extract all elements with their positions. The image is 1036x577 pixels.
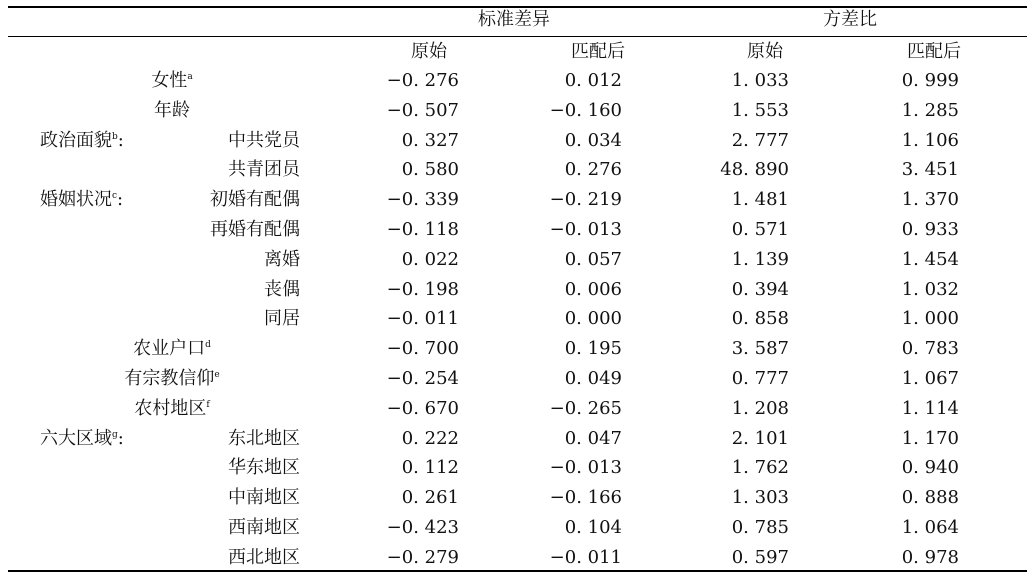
cell-matched-var: 1. 454 bbox=[901, 248, 959, 270]
cell-original-var: 0. 777 bbox=[731, 368, 789, 389]
row-label: 西南地区 bbox=[228, 517, 300, 538]
row-label: 初婚有配偶 bbox=[210, 189, 300, 211]
cell-matched-var: 1. 064 bbox=[901, 517, 959, 538]
footnote-marker: f bbox=[206, 399, 210, 410]
cell-original-var: 0. 858 bbox=[731, 308, 789, 330]
row-label: 离婚 bbox=[264, 248, 300, 270]
cell-matched-std: 0. 057 bbox=[564, 248, 622, 270]
header-group-var-ratio: 方差比 bbox=[823, 9, 877, 30]
row-label: 东北地区 bbox=[228, 427, 300, 449]
cell-matched-std: 0. 047 bbox=[564, 427, 622, 449]
group-colon: : bbox=[117, 129, 124, 151]
cell-original-std: 0. 022 bbox=[401, 248, 459, 270]
row-group-label: 婚姻状况$^c$: bbox=[40, 189, 124, 211]
cell-matched-std: 0. 276 bbox=[564, 159, 622, 181]
row-label: 再婚有配偶 bbox=[210, 219, 300, 240]
cell-original-std: 0. 112 bbox=[401, 457, 459, 479]
cell-original-var: 2. 101 bbox=[731, 427, 789, 449]
cell-matched-var: 1. 067 bbox=[901, 368, 959, 389]
cell-matched-std: −0. 011 bbox=[549, 546, 622, 568]
row-group-label: 政治面貌$^b$: bbox=[40, 129, 124, 151]
cell-original-std: 0. 327 bbox=[401, 129, 459, 151]
cell-matched-var: 1. 000 bbox=[901, 308, 959, 330]
cell-original-var: 0. 571 bbox=[731, 219, 789, 240]
cell-matched-var: 3. 451 bbox=[901, 159, 959, 181]
header-col-original-var: 原始 bbox=[747, 41, 783, 62]
cell-matched-var: 1. 370 bbox=[901, 189, 959, 211]
cell-original-var: 1. 139 bbox=[731, 248, 789, 270]
row-label: 有宗教信仰$^e$ bbox=[124, 368, 220, 389]
footnote-marker: d bbox=[205, 340, 211, 351]
cell-matched-var: 0. 940 bbox=[901, 457, 959, 479]
cell-original-std: −0. 279 bbox=[386, 546, 459, 568]
cell-matched-var: 1. 170 bbox=[901, 427, 959, 449]
cell-matched-std: 0. 049 bbox=[564, 368, 622, 389]
cell-original-std: −0. 670 bbox=[386, 397, 459, 419]
cell-original-std: −0. 700 bbox=[386, 338, 459, 360]
cell-original-var: 48. 890 bbox=[720, 159, 789, 181]
cell-original-std: 0. 261 bbox=[401, 487, 459, 509]
cell-original-std: −0. 118 bbox=[386, 219, 459, 240]
table-bottom-rule bbox=[8, 570, 1027, 572]
cell-original-var: 0. 785 bbox=[731, 517, 789, 538]
cell-original-var: 0. 394 bbox=[731, 278, 789, 300]
cell-matched-std: 0. 006 bbox=[564, 278, 622, 300]
cell-original-var: 1. 303 bbox=[731, 487, 789, 509]
cell-matched-var: 1. 285 bbox=[901, 99, 959, 121]
cell-original-std: −0. 011 bbox=[386, 308, 459, 330]
row-label: 西北地区 bbox=[228, 546, 300, 568]
cell-original-std: −0. 423 bbox=[386, 517, 459, 538]
cell-original-std: 0. 580 bbox=[401, 159, 459, 181]
row-label: 中南地区 bbox=[228, 487, 300, 509]
cell-matched-var: 0. 999 bbox=[901, 70, 959, 91]
cell-matched-std: −0. 265 bbox=[549, 397, 622, 419]
cell-original-std: −0. 339 bbox=[386, 189, 459, 211]
cell-matched-var: 1. 032 bbox=[901, 278, 959, 300]
header-col-original-std: 原始 bbox=[411, 41, 447, 62]
cell-matched-std: −0. 219 bbox=[549, 189, 622, 211]
row-label: 共青团员 bbox=[228, 159, 300, 181]
row-label: 同居 bbox=[264, 308, 300, 330]
cell-original-var: 1. 481 bbox=[731, 189, 789, 211]
cell-matched-std: 0. 034 bbox=[564, 129, 622, 151]
group-colon: : bbox=[117, 427, 124, 449]
row-label: 中共党员 bbox=[228, 129, 300, 151]
row-label: 农业户口$^d$ bbox=[133, 338, 211, 360]
cell-original-var: 0. 597 bbox=[731, 546, 789, 568]
cell-original-std: −0. 254 bbox=[386, 368, 459, 389]
cell-matched-var: 1. 114 bbox=[901, 397, 959, 419]
cell-matched-var: 0. 783 bbox=[901, 338, 959, 360]
row-group-label: 六大区域$^g$: bbox=[40, 427, 124, 449]
cell-matched-var: 0. 978 bbox=[901, 546, 959, 568]
cell-original-var: 2. 777 bbox=[731, 129, 789, 151]
cell-matched-std: 0. 000 bbox=[564, 308, 622, 330]
group-colon: : bbox=[117, 189, 124, 211]
header-group-std-diff: 标准差异 bbox=[478, 9, 550, 30]
cell-matched-std: −0. 013 bbox=[549, 457, 622, 479]
cell-original-var: 1. 553 bbox=[731, 99, 789, 121]
cell-matched-var: 0. 888 bbox=[901, 487, 959, 509]
table-header-rule bbox=[8, 36, 1027, 37]
cell-original-std: −0. 198 bbox=[386, 278, 459, 300]
row-label: 农村地区$^f$ bbox=[134, 397, 210, 419]
cell-original-std: −0. 507 bbox=[386, 99, 459, 121]
header-col-matched-var: 匹配后 bbox=[907, 41, 961, 62]
cell-matched-std: 0. 012 bbox=[564, 70, 622, 91]
footnote-marker: c bbox=[112, 191, 118, 202]
cell-matched-std: −0. 013 bbox=[549, 219, 622, 240]
cell-matched-var: 0. 933 bbox=[901, 219, 959, 240]
cell-matched-std: 0. 104 bbox=[564, 517, 622, 538]
cell-original-var: 3. 587 bbox=[731, 338, 789, 360]
cell-matched-var: 1. 106 bbox=[901, 129, 959, 151]
cell-original-std: 0. 222 bbox=[401, 427, 459, 449]
cell-matched-std: −0. 160 bbox=[549, 99, 622, 121]
cell-original-var: 1. 208 bbox=[731, 397, 789, 419]
cell-original-var: 1. 762 bbox=[731, 457, 789, 479]
table-top-rule bbox=[8, 6, 1027, 8]
cell-original-var: 1. 033 bbox=[731, 70, 789, 91]
cell-matched-std: −0. 166 bbox=[549, 487, 622, 509]
row-label: 年龄 bbox=[154, 99, 190, 121]
cell-original-std: −0. 276 bbox=[386, 70, 459, 91]
row-label: 丧偶 bbox=[264, 278, 300, 300]
footnote-marker: g bbox=[112, 429, 118, 440]
footnote-marker: b bbox=[112, 131, 118, 142]
row-label: 女性$^a$ bbox=[151, 70, 193, 91]
cell-matched-std: 0. 195 bbox=[564, 338, 622, 360]
row-label: 华东地区 bbox=[228, 457, 300, 479]
footnote-marker: e bbox=[214, 370, 220, 380]
footnote-marker: a bbox=[187, 72, 193, 82]
header-col-matched-std: 匹配后 bbox=[571, 41, 625, 62]
